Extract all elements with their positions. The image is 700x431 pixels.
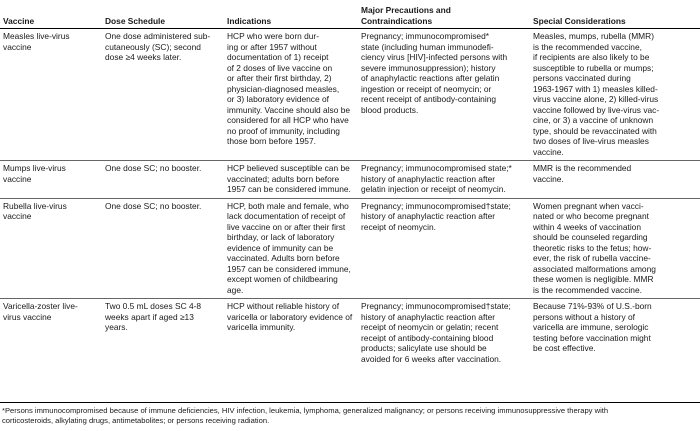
cell-indications: HCP who were born dur- ing or after 1957 without documentation of 1) receipt of 2 doses of live vaccine on or after their first birthday, 2) physician-diagnosed measles, or 3) laboratory evidence of immunity. Vaccine should also be considered for all HCP who have no proof of immunity, including those born before 1957. (227, 31, 351, 146)
cell-indications: HCP believed susceptible can be vaccinated; adults born before 1957 can be considered immune. (227, 163, 351, 194)
table-row (0, 299, 700, 368)
cell-indications: HCP without reliable history of varicella or laboratory evidence of varicella immunity. (227, 301, 353, 332)
cell-special: Women pregnant when vacci- nated or who become pregnant within 4 weeks of vaccination should be counseled regarding theoretic risks to the fetus; how- ever, the risk of rubella vaccine- associated malformations among these women is negligible. MMR is the recommended vaccine. (533, 200, 656, 295)
table-body (0, 29, 700, 368)
cell-dose: One dose administered sub- cutaneously (SC); second dose ≥4 weeks later. (105, 31, 211, 62)
cell-special: Measles, mumps, rubella (MMR) is the recommended vaccine, if recipients are also likely to be susceptible to rubella or mumps; persons vaccinated during 1963-1967 with 1) measles killed- virus vaccine alone, 2) killed-virus vaccine followed by live-virus vac- cine, or 3) a vaccine of unknown type, should be revaccinated with two doses of live-virus measles vaccine. (533, 31, 660, 157)
cell-dose: One dose SC; no booster. (105, 200, 202, 211)
footnote: *Persons immunocompromised because of immune deficiencies, HIV infection, leukemia, lymphoma, generalized malignancy; or persons receiving immunosuppressive therapy with corticosteroids, alkylating drugs, antimetabolites; or persons receiving radiation. (2, 406, 609, 425)
header-vaccine: Vaccine (0, 4, 102, 29)
table-row (0, 29, 700, 161)
header-indications: Indications (224, 4, 358, 29)
cell-dose: One dose SC; no booster. (105, 163, 202, 173)
cell-special: MMR is the recommended vaccine. (533, 163, 632, 184)
table-row (0, 161, 700, 199)
header-special-considerations: Special Considerations (530, 4, 700, 29)
vaccine-table (0, 4, 700, 367)
cell-precautions: Pregnancy; immunocompromised†state; history of anaphylactic reaction after receipt of neomycin or gelatin; recent receipt of antibody-containing blood products; salicylate use should be avoided for 6 weeks after vaccination. (361, 301, 511, 364)
cell-vaccine: Mumps live-virus vaccine (3, 163, 66, 184)
header-dose-schedule: Dose Schedule (102, 4, 224, 29)
table-bottom-rule (0, 402, 700, 403)
cell-indications: HCP, both male and female, who lack documentation of receipt of live vaccine on or after their first birthday, or lack of laboratory evidence of immunity can be vaccinated. Adults born before 1957 can be considered immune, except women of childbearing age. (227, 200, 351, 295)
cell-precautions: Pregnancy; immunocompromised state;* history of anaphylactic reaction after gelatin injection or receipt of neomycin. (361, 163, 512, 194)
cell-precautions: Pregnancy; immunocompromised†state; history of anaphylactic reaction after receipt of neomycin. (361, 200, 511, 232)
cell-precautions: Pregnancy; immunocompromised* state (including human immunodefi- ciency virus [HIV]-infected persons with severe immunosuppression); history of anaphylactic reactions after gelatin ingestion or receipt of neomycin; or recent receipt of antibody-containing blood products. (361, 31, 508, 115)
header-precautions: Major Precautions and Contraindications (358, 4, 530, 29)
cell-vaccine: Varicella-zoster live- virus vaccine (3, 301, 78, 322)
cell-vaccine: Measles live-virus vaccine (3, 31, 70, 52)
cell-dose: Two 0.5 mL doses SC 4-8 weeks apart if aged ≥13 years. (105, 301, 202, 332)
table-header (0, 4, 700, 29)
cell-vaccine: Rubella live-virus vaccine (3, 200, 67, 221)
table-row (0, 198, 700, 299)
cell-special: Because 71%-93% of U.S.-born persons without a history of varicella are immune, serologic testing before vaccination might be cost effective. (533, 301, 652, 353)
header-row (0, 4, 700, 29)
